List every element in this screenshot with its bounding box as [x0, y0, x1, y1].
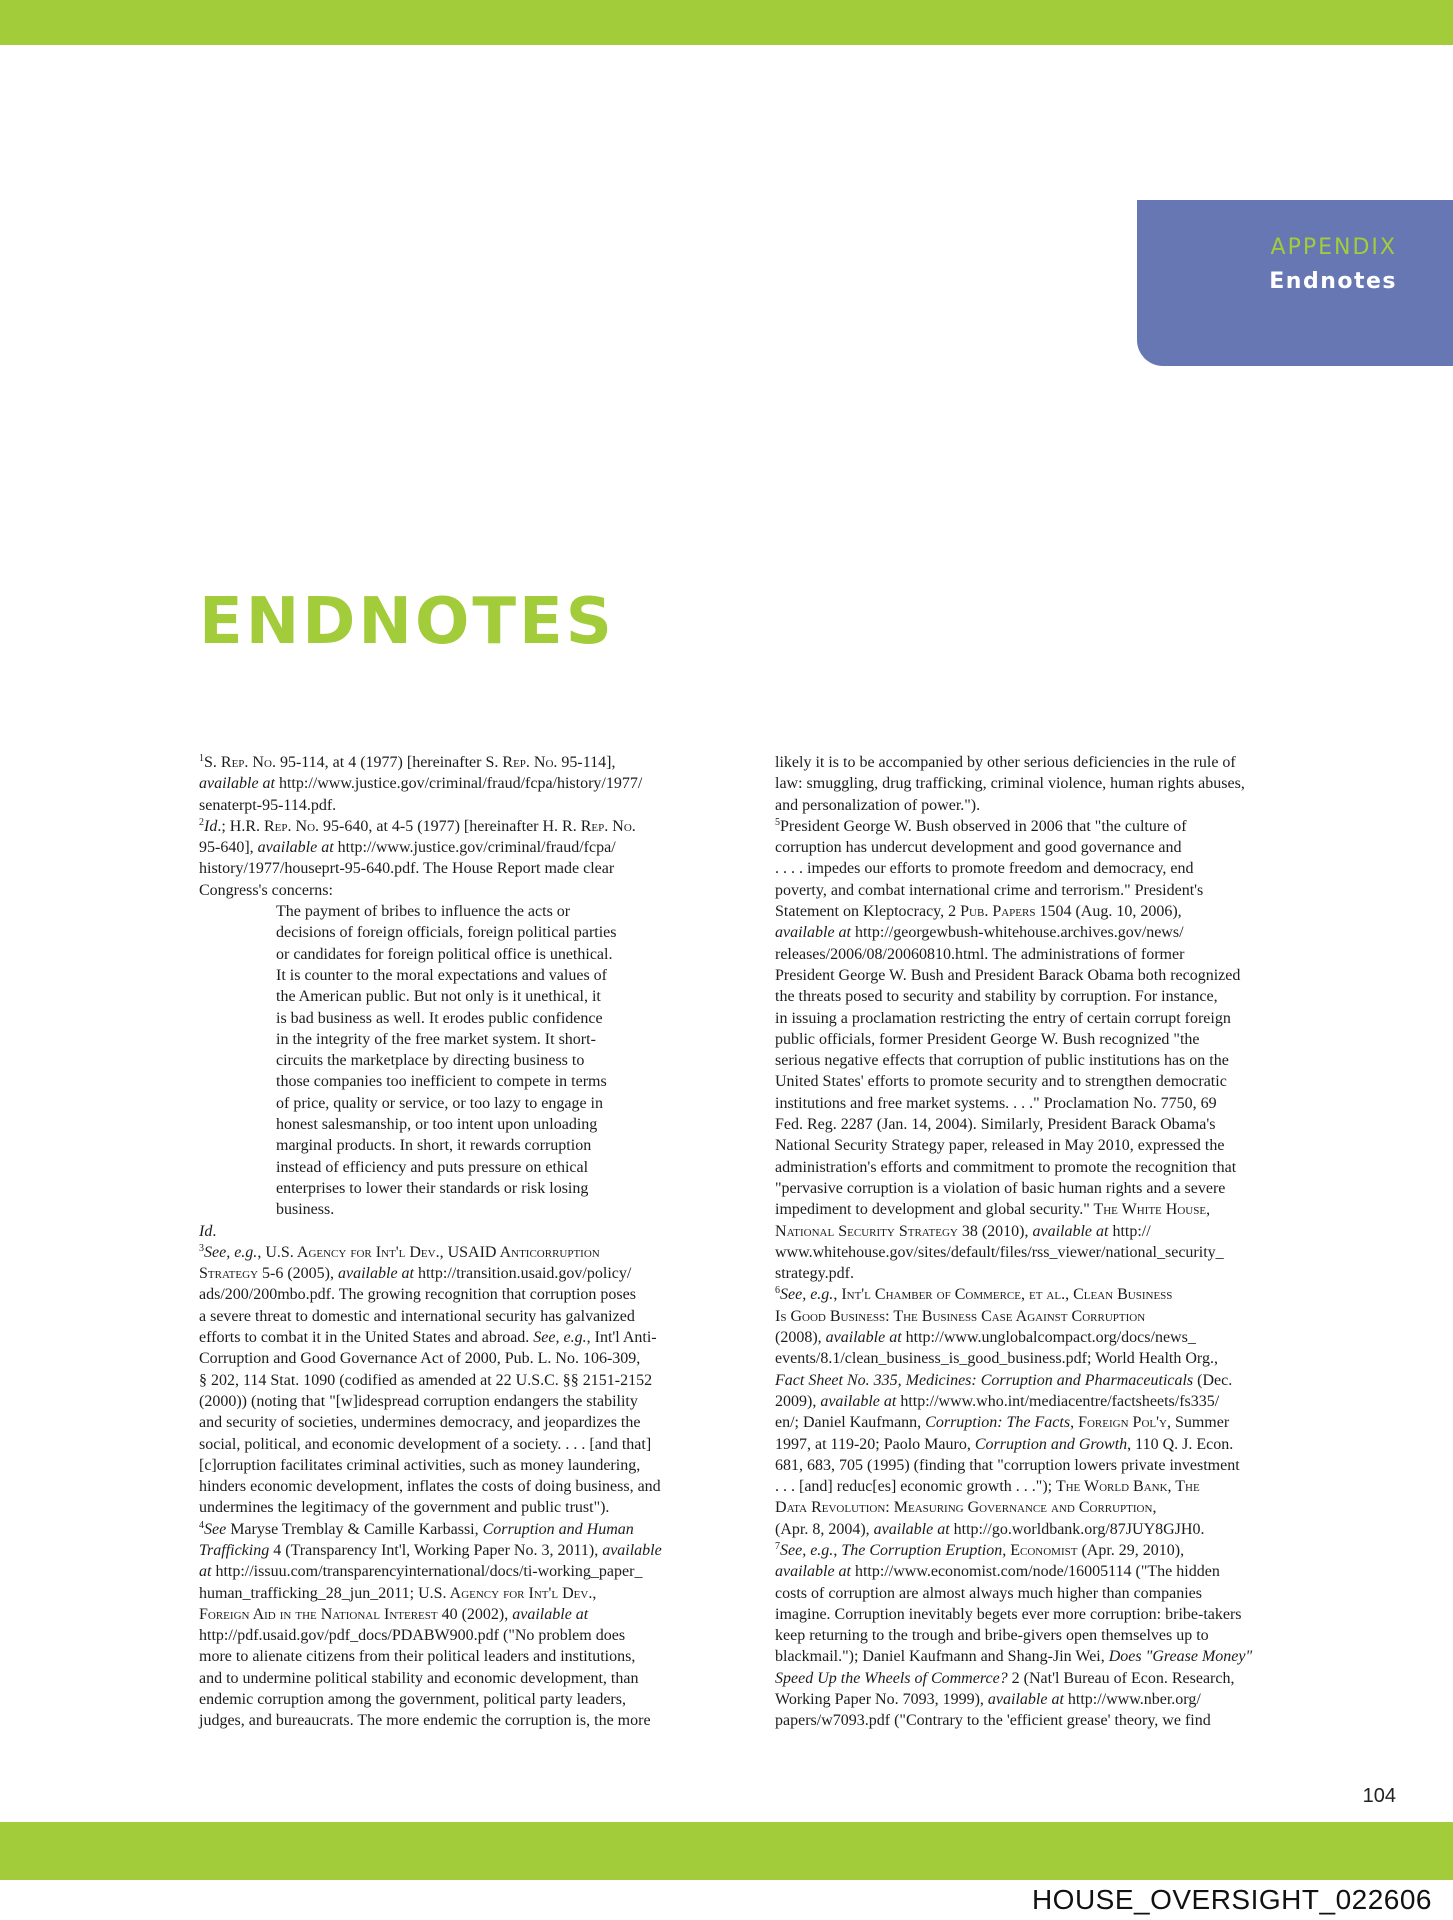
endnote-line: $^3$See, e.g., U.S. Agency for Int'l Dev., USAID Anticorruption — [199, 1242, 600, 1261]
endnote-line: Trafficking 4 (Transparency Int'l, Working Paper No. 3, 2011), available — [199, 1541, 662, 1559]
endnote-line: public officials, former President George W. Bush recognized "the — [775, 1030, 1200, 1048]
endnote-line: National Security Strategy paper, released in May 2010, expressed the — [775, 1137, 1225, 1155]
endnote-line: papers/w7093.pdf ("Contrary to the 'efficient grease' theory, we find — [775, 1712, 1211, 1730]
endnote-line: Fed. Reg. 2287 (Jan. 14, 2004). Similarly, President Barack Obama's — [775, 1116, 1216, 1134]
endnote-line: available at http://www.justice.gov/criminal/fraud/fcpa/history/1977/ — [199, 775, 643, 793]
endnote-line: $^4$See Maryse Tremblay & Camille Karbassi, Corruption and Human — [199, 1519, 634, 1538]
endnote-line: available at http://georgewbush-whitehouse.archives.gov/news/ — [775, 924, 1184, 942]
endnote-line: en/; Daniel Kaufmann, Corruption: The Facts, Foreign Pol'y, Summer — [775, 1414, 1230, 1432]
endnote-line: history/1977/houseprt-95-640.pdf. The House Report made clear — [199, 860, 615, 878]
endnote-line: in issuing a proclamation restricting the entry of certain corrupt foreign — [775, 1009, 1231, 1027]
tab-section-label: APPENDIX — [1270, 235, 1397, 260]
endnotes-right-column — [775, 752, 1302, 1732]
endnote-line: Statement on Kleptocracy, 2 Pub. Papers 1504 (Aug. 10, 2006), — [775, 903, 1182, 921]
endnote-line: It is counter to the moral expectations and values of — [276, 966, 608, 984]
endnote-line: Foreign Aid in the National Interest 40 (2002), available at — [199, 1605, 589, 1623]
endnote-line: Is Good Business: The Business Case Against Corruption — [775, 1307, 1146, 1325]
endnote-line: more to alienate citizens from their political leaders and institutions, — [199, 1648, 636, 1666]
endnote-line: Speed Up the Wheels of Commerce? 2 (Nat'l Bureau of Econ. Research, — [775, 1669, 1235, 1687]
endnote-line: decisions of foreign officials, foreign political parties — [276, 924, 617, 942]
endnote-line: strategy.pdf. — [775, 1265, 854, 1283]
endnote-line: or candidates for foreign political office is unethical. — [276, 945, 613, 963]
endnote-line: likely it is to be accompanied by other serious deficiencies in the rule of — [775, 754, 1236, 771]
endnote-line: the American public. But not only is it unethical, it — [276, 988, 601, 1006]
endnote-line: is bad business as well. It erodes public confidence — [276, 1009, 603, 1027]
endnote-line: those companies too inefficient to compete in terms — [276, 1073, 607, 1091]
endnote-line: poverty, and combat international crime and terrorism." President's — [775, 881, 1204, 899]
endnote-line: . . . . impedes our efforts to promote freedom and democracy, end — [775, 860, 1194, 878]
endnote-line: 95-640], available at http://www.justice.gov/criminal/fraud/fcpa/ — [199, 839, 616, 857]
endnote-line: circuits the marketplace by directing business to — [276, 1052, 585, 1070]
endnote-line: hinders economic development, inflates the costs of doing business, and — [199, 1478, 661, 1496]
endnote-line: endemic corruption among the government, political party leaders, — [199, 1691, 626, 1709]
endnote-line: and to undermine political stability and economic development, than — [199, 1669, 639, 1687]
endnote-line: Fact Sheet No. 335, Medicines: Corruption and Pharmaceuticals (Dec. — [775, 1371, 1233, 1389]
endnote-line: efforts to combat it in the United States and abroad. See, e.g., Int'l Anti- — [199, 1329, 657, 1347]
endnote-line: 1997, at 119-20; Paolo Mauro, Corruption and Growth, 110 Q. J. Econ. — [775, 1435, 1234, 1453]
endnote-line: events/8.1/clean_business_is_good_business.pdf; World Health Org., — [775, 1350, 1218, 1368]
endnotes-left-column — [199, 752, 719, 1732]
endnote-line: keep returning to the trough and bribe-givers open themselves up to — [775, 1627, 1209, 1645]
endnote-line: [c]orruption facilitates criminal activities, such as money laundering, — [199, 1456, 641, 1474]
endnote-line: Id. — [199, 1222, 217, 1240]
endnote-line: ads/200/200mbo.pdf. The growing recognition that corruption poses — [199, 1286, 636, 1304]
endnote-line: senaterpt-95-114.pdf. — [199, 796, 337, 814]
endnote-line: www.whitehouse.gov/sites/default/files/rss_viewer/national_security_ — [775, 1243, 1224, 1261]
endnote-line: President George W. Bush and President Barack Obama both recognized — [775, 966, 1241, 984]
endnote-line: instead of efficiency and puts pressure on ethical — [276, 1158, 589, 1176]
endnote-line: $^6$See, e.g., Int'l Chamber of Commerce, et al., Clean Business — [775, 1285, 1173, 1304]
endnote-line: "pervasive corruption is a violation of basic human rights and a severe — [775, 1179, 1226, 1197]
endnote-line: imagine. Corruption inevitably begets ever more corruption: bribe-takers — [775, 1605, 1242, 1623]
endnote-line: $^1$S. Rep. No. 95-114, at 4 (1977) [hereinafter S. Rep. No. 95-114], — [199, 753, 616, 771]
endnote-line: Strategy 5-6 (2005), available at http://transition.usaid.gov/policy/ — [199, 1265, 632, 1283]
endnote-line: The payment of bribes to influence the acts or — [276, 903, 571, 921]
endnote-line: § 202, 114 Stat. 1090 (codified as amended at 22 U.S.C. §§ 2151-2152 — [199, 1371, 653, 1389]
bottom-green-band — [0, 1822, 1453, 1880]
top-green-band — [0, 0, 1453, 45]
endnote-line: a severe threat to domestic and international security has galvanized — [199, 1307, 635, 1325]
endnote-line: available at http://www.economist.com/node/16005114 ("The hidden — [775, 1563, 1220, 1581]
endnote-line: at http://issuu.com/transparencyinternational/docs/ti-working_paper_ — [199, 1563, 643, 1581]
endnote-line: $^7$See, e.g., The Corruption Eruption, Economist (Apr. 29, 2010), — [775, 1540, 1185, 1559]
endnote-line: Corruption and Good Governance Act of 2000, Pub. L. No. 106-309, — [199, 1350, 641, 1368]
endnote-line: . . . [and] reduc[es] economic growth . . ."); The World Bank, The — [775, 1478, 1200, 1496]
endnote-line: (2008), available at http://www.unglobalcompact.org/docs/news_ — [775, 1329, 1196, 1347]
endnote-line: the threats posed to security and stability by corruption. For instance, — [775, 988, 1218, 1006]
endnote-line: undermines the legitimacy of the government and public trust"). — [199, 1499, 610, 1517]
endnote-line: business. — [276, 1201, 335, 1219]
endnote-line: releases/2006/08/20060810.html. The administrations of former — [775, 945, 1185, 963]
endnote-line: law: smuggling, drug trafficking, criminal violence, human rights abuses, — [775, 775, 1245, 793]
endnote-line: impediment to development and global security." The White House, — [775, 1201, 1211, 1219]
endnote-line: blackmail."); Daniel Kaufmann and Shang-Jin Wei, Does "Grease Money" — [775, 1648, 1253, 1666]
endnote-line: costs of corruption are almost always much higher than companies — [775, 1584, 1202, 1602]
page-heading: ENDNOTES — [199, 585, 615, 659]
endnote-line: http://pdf.usaid.gov/pdf_docs/PDABW900.pdf ("No problem does — [199, 1627, 626, 1645]
page-number: 104 — [1362, 1785, 1396, 1807]
endnote-line: corruption has undercut development and good governance and — [775, 839, 1182, 857]
endnote-line: in the integrity of the free market system. It short- — [276, 1030, 596, 1048]
endnote-line: United States' efforts to promote security and to strengthen democratic — [775, 1073, 1227, 1091]
endnote-line: $^5$President George W. Bush observed in 2006 that "the culture of — [775, 816, 1187, 835]
endnote-line: human_trafficking_28_jun_2011; U.S. Agency for Int'l Dev., — [199, 1584, 597, 1602]
endnote-line: and personalization of power."). — [775, 796, 981, 814]
endnote-line: Data Revolution: Measuring Governance and Corruption, — [775, 1499, 1157, 1517]
endnote-line: social, political, and economic development of a society. . . . [and that] — [199, 1435, 652, 1453]
endnote-line: 2009), available at http://www.who.int/mediacentre/factsheets/fs335/ — [775, 1392, 1220, 1410]
endnote-line: institutions and free market systems. . . ." Proclamation No. 7750, 69 — [775, 1094, 1217, 1112]
endnote-line: of price, quality or service, or too lazy to engage in — [276, 1094, 603, 1112]
endnote-line: and security of societies, undermines democracy, and jeopardizes the — [199, 1414, 641, 1432]
endnote-line: enterprises to lower their standards or risk losing — [276, 1179, 589, 1197]
bates-number: HOUSE_OVERSIGHT_022606 — [1031, 1884, 1432, 1915]
endnote-line: $^2$Id.; H.R. Rep. No. 95-640, at 4-5 (1977) [hereinafter H. R. Rep. No. — [199, 816, 636, 835]
endnote-line: administration's efforts and commitment to promote the recognition that — [775, 1158, 1237, 1176]
endnote-line: National Security Strategy 38 (2010), available at http:// — [775, 1222, 1151, 1240]
endnote-line: 681, 683, 705 (1995) (finding that "corruption lowers private investment — [775, 1456, 1240, 1474]
endnote-line: Congress's concerns: — [199, 881, 333, 899]
tab-title: Endnotes — [1269, 269, 1397, 294]
endnote-line: judges, and bureaucrats. The more endemic the corruption is, the more — [199, 1712, 651, 1730]
endnote-line: (2000)) (noting that "[w]idespread corruption endangers the stability — [199, 1392, 638, 1410]
endnote-line: honest salesmanship, or too intent upon unloading — [276, 1116, 598, 1134]
endnote-line: marginal products. In short, it rewards corruption — [276, 1137, 592, 1155]
appendix-tab — [1137, 200, 1453, 366]
endnote-line: serious negative effects that corruption of public institutions has on the — [775, 1052, 1229, 1070]
endnote-line: (Apr. 8, 2004), available at http://go.worldbank.org/87JUY8GJH0. — [775, 1520, 1205, 1538]
endnote-line: Working Paper No. 7093, 1999), available at http://www.nber.org/ — [775, 1691, 1201, 1709]
